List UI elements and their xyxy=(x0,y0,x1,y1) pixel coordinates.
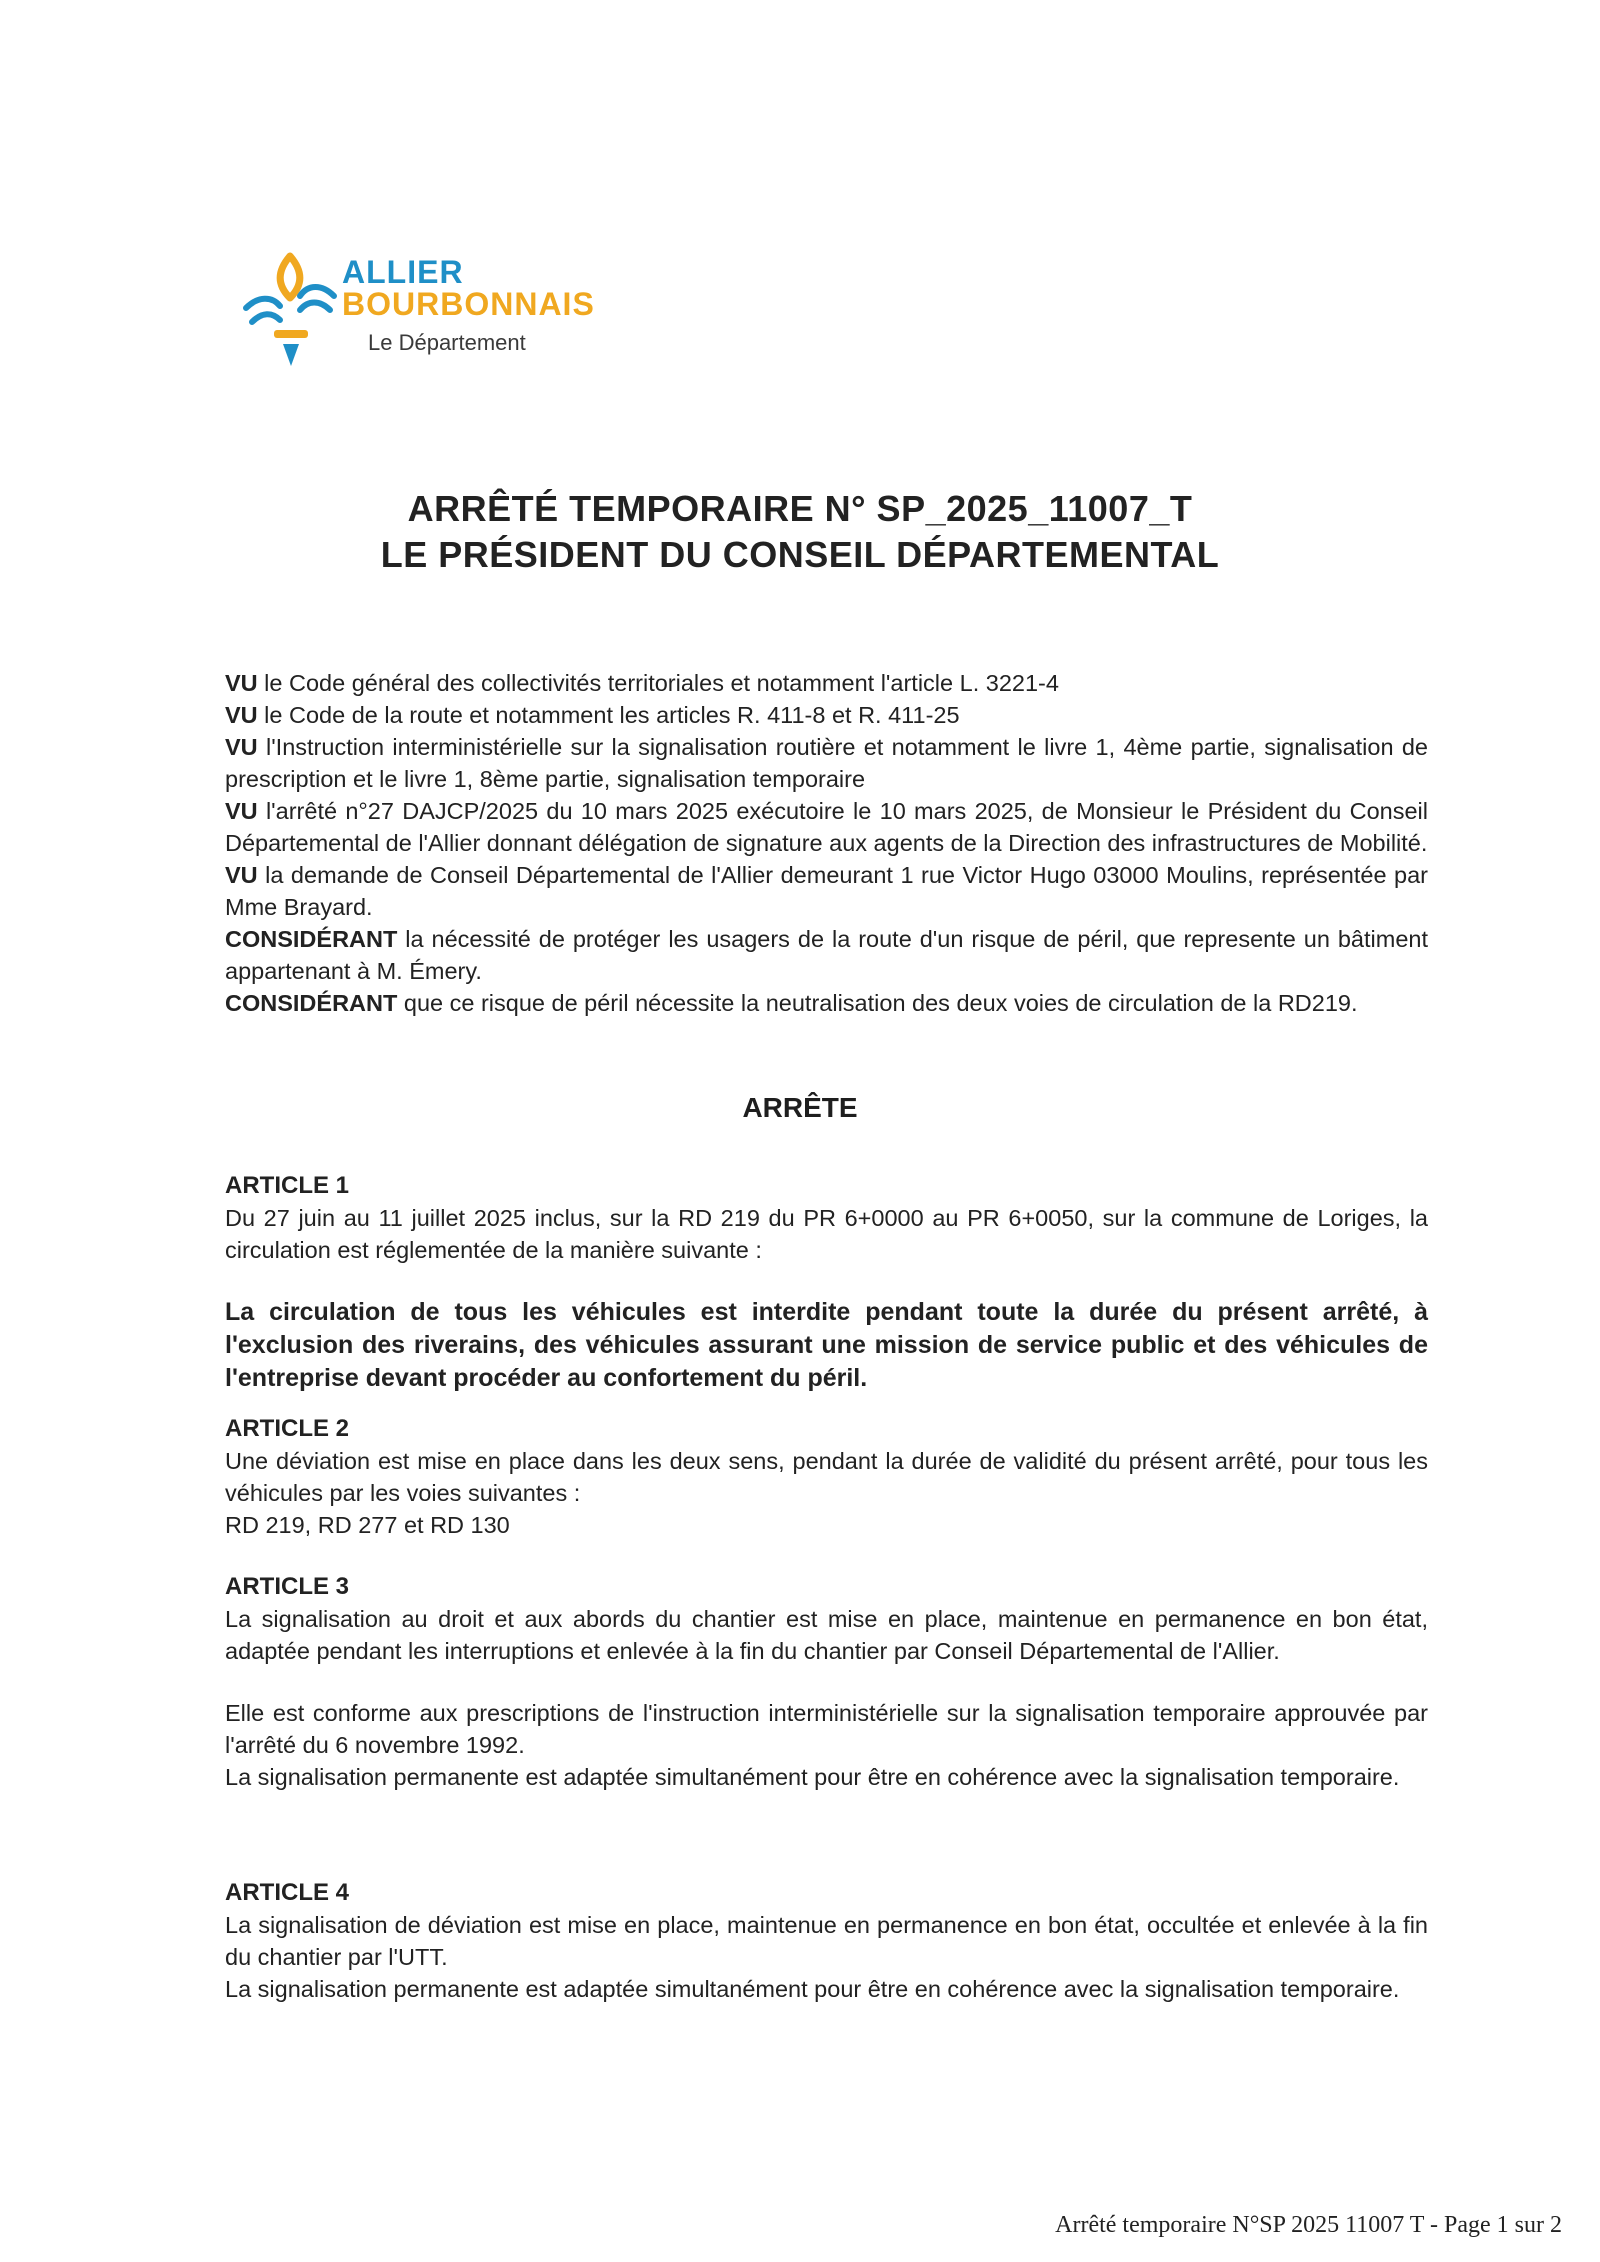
visa-item: VU l'Instruction interministérielle sur la signalisation routière et notamment le livre 1, 4ème partie, signalisation de prescription et le livre 1, 8ème partie, signalisation temporaire xyxy=(225,734,1428,792)
visa-item: VU le Code de la route et notamment les articles R. 411-8 et R. 411-25 xyxy=(225,702,960,728)
article-text: Elle est conforme aux prescriptions de l'instruction interministérielle sur la signalisation temporaire approuvée par l'arrêté du 6 novembre 1992. xyxy=(225,1700,1428,1758)
arrete-heading: ARRÊTE xyxy=(742,1092,858,1123)
department-logo xyxy=(240,250,660,380)
document-title: ARRÊTÉ TEMPORAIRE N° SP_2025_11007_T xyxy=(407,488,1193,529)
article-1 xyxy=(225,1170,1428,1395)
article-text: La signalisation de déviation est mise en place, maintenue en permanence en bon état, occultée et enlevée à la fin du chantier par l'UTT. xyxy=(225,1912,1428,1970)
document-subtitle: LE PRÉSIDENT DU CONSEIL DÉPARTEMENTAL xyxy=(380,534,1220,575)
considerant-item: CONSIDÉRANT la nécessité de protéger les usagers de la route d'un risque de péril, que represente un bâtiment appartenant à M. Émery. xyxy=(225,926,1428,984)
considerant-item: CONSIDÉRANT que ce risque de péril nécessite la neutralisation des deux voies de circulation de la RD219. xyxy=(225,990,1358,1016)
article-4 xyxy=(225,1877,1428,2005)
visas-section xyxy=(225,667,1428,1019)
article-text: La signalisation permanente est adaptée simultanément pour être en cohérence avec la signalisation temporaire. xyxy=(225,1764,1400,1790)
article-roads: RD 219, RD 277 et RD 130 xyxy=(225,1512,510,1538)
logo-text-allier: ALLIER xyxy=(342,254,464,290)
article-text: La signalisation permanente est adaptée simultanément pour être en cohérence avec la signalisation temporaire. xyxy=(225,1976,1400,2002)
article-text: La signalisation au droit et aux abords du chantier est mise en place, maintenue en permanence en bon état, adaptée pendant les interruptions et enlevée à la fin du chantier par Conseil Départemental de l'Allier. xyxy=(225,1606,1428,1664)
article-heading: ARTICLE 1 xyxy=(225,1172,350,1199)
article-3 xyxy=(225,1571,1428,1793)
article-2 xyxy=(225,1413,1428,1541)
article-heading: ARTICLE 4 xyxy=(225,1879,350,1906)
article-text: Une déviation est mise en place dans les deux sens, pendant la durée de validité du présent arrêté, pour tous les véhicules par les voies suivantes : xyxy=(225,1448,1428,1506)
article-heading: ARTICLE 2 xyxy=(225,1415,350,1442)
article-text: Du 27 juin au 11 juillet 2025 inclus, sur la RD 219 du PR 6+0000 au PR 6+0050, sur la commune de Loriges, la circulation est réglementée de la manière suivante : xyxy=(225,1205,1428,1263)
article-heading: ARTICLE 3 xyxy=(225,1573,350,1600)
article-bold-text: La circulation de tous les véhicules est interdite pendant toute la durée du présent arrêté, à l'exclusion des riverains, des véhicules assurant une mission de service public et des véhicules de l'entreprise devant procéder au confortement du péril. xyxy=(225,1298,1428,1392)
logo-text-bourbonnais: BOURBONNAIS xyxy=(342,286,595,322)
visa-item: VU la demande de Conseil Départemental de l'Allier demeurant 1 rue Victor Hugo 03000 Moulins, représentée par Mme Brayard. xyxy=(225,862,1428,920)
visa-item: VU le Code général des collectivités territoriales et notamment l'article L. 3221-4 xyxy=(225,670,1059,696)
visa-item: VU l'arrêté n°27 DAJCP/2025 du 10 mars 2025 exécutoire le 10 mars 2025, de Monsieur le Président du Conseil Départemental de l'Allier donnant délégation de signature aux agents de la Direction des infrastructures de Mobilité. xyxy=(225,798,1428,856)
page-footer: Arrêté temporaire N°SP 2025 11007 T - Page 1 sur 2 xyxy=(1055,2212,1562,2238)
logo-text-departement: Le Département xyxy=(368,330,526,355)
fleur-de-lis-icon xyxy=(240,250,340,380)
